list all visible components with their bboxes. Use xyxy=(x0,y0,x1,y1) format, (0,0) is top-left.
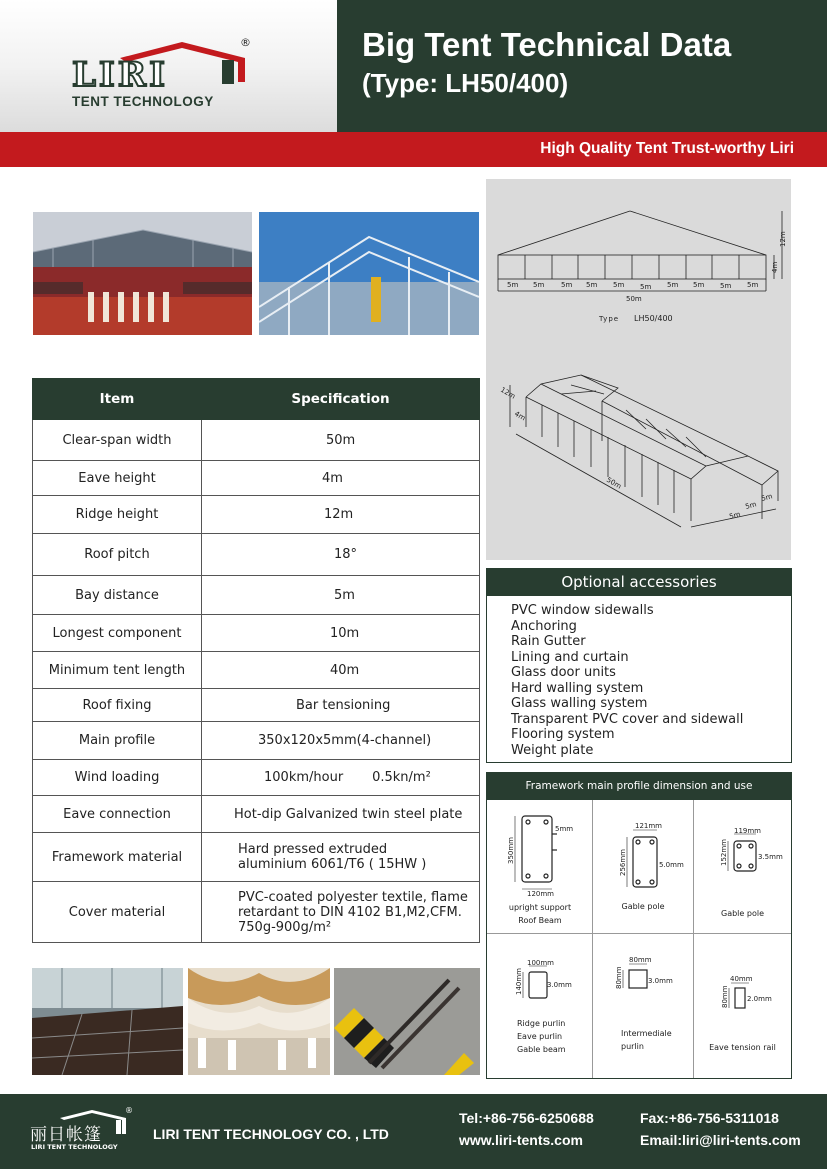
spec-table xyxy=(32,378,480,943)
isometric-frame xyxy=(510,375,778,527)
table-row xyxy=(33,615,480,652)
list-item: Lining and curtain xyxy=(511,649,629,665)
iso-width-label: 50m xyxy=(605,475,623,491)
photo-event-interior xyxy=(33,212,252,335)
svg-text:LIRI: LIRI xyxy=(72,55,168,95)
bay-label: 5m xyxy=(561,281,573,289)
list-item: PVC window sidewalls xyxy=(511,603,654,618)
caption-line: Gable pole xyxy=(721,909,764,918)
spec-value: 100km/hour 0.5kn/m² xyxy=(202,760,480,796)
item-label: Eave height xyxy=(33,461,202,496)
photo-frame-construction xyxy=(259,212,479,335)
caption-line: Eave purlin xyxy=(517,1032,563,1041)
profile-caption xyxy=(694,1041,791,1054)
tent-diagrams xyxy=(486,179,791,560)
profile-caption xyxy=(694,907,791,920)
bay-label: 5m xyxy=(747,281,759,289)
table-row xyxy=(33,461,480,496)
table-row xyxy=(33,796,480,833)
table-row xyxy=(33,882,480,943)
item-label: Bay distance xyxy=(33,576,202,615)
profile-width: 100mm xyxy=(527,959,554,967)
bay-label: 5m xyxy=(640,283,652,291)
spec-value: Bar tensioning xyxy=(202,689,480,722)
caption-line: Gable beam xyxy=(517,1045,566,1054)
spec-value: 50m xyxy=(202,420,480,461)
profile-width: 119mm xyxy=(734,827,761,835)
table-row xyxy=(33,534,480,576)
list-item: Glass walling system xyxy=(511,696,648,711)
framework-title: Framework main profile dimension and use xyxy=(487,773,791,800)
spec-line: Hard pressed extruded xyxy=(238,842,388,857)
eave-height-label: 4m xyxy=(771,261,779,273)
footer-tel: Tel:+86-756-6250688 xyxy=(459,1110,594,1126)
bay-label: 5m xyxy=(720,282,732,290)
type-label: Type xyxy=(599,315,620,323)
spec-value: 40m xyxy=(202,652,480,689)
list-item: Rain Gutter xyxy=(511,634,586,649)
profile-height: 256mm xyxy=(619,849,627,876)
table-row xyxy=(33,420,480,461)
total-width-label: 50m xyxy=(626,295,642,303)
list-item: Weight plate xyxy=(511,742,594,758)
front-elevation xyxy=(498,211,782,291)
caption-line: Gable pole xyxy=(621,902,665,911)
iso-bay-label: 5m xyxy=(728,510,742,521)
ridge-height-label: 12m xyxy=(779,231,787,247)
bay-label: 5m xyxy=(667,281,679,289)
spec-line: aluminium 6061/T6 ( 15HW ) xyxy=(238,857,427,872)
spec-line: retardant to DIN 4102 B1,M2,CFM. xyxy=(238,904,462,920)
item-label: Roof fixing xyxy=(33,689,202,722)
item-label: Clear-span width xyxy=(33,420,202,461)
optional-accessories-panel xyxy=(486,568,792,763)
table-row xyxy=(33,652,480,689)
caption-line: purlin xyxy=(621,1042,644,1051)
footer-company-name: LIRI TENT TECHNOLOGY CO. , LTD xyxy=(153,1126,389,1142)
type-value: LH50/400 xyxy=(634,314,673,323)
table-row xyxy=(33,722,480,760)
profile-height: 140mm xyxy=(515,968,523,995)
list-item: Flooring system xyxy=(511,727,615,742)
caption-line: Ridge purlin xyxy=(517,1019,566,1028)
profile-caption xyxy=(487,901,593,927)
profile-height: 80mm xyxy=(615,966,623,989)
spec-value: 10m xyxy=(202,615,480,652)
footer-website-link[interactable]: www.liri-tents.com xyxy=(459,1132,583,1148)
spec-value: 18° xyxy=(202,534,480,576)
profile-thickness: 3.0mm xyxy=(547,981,572,989)
logo-subtitle: TENT TECHNOLOGY xyxy=(72,94,214,109)
spec-value: 4m xyxy=(202,461,480,496)
profile-thickness: 3.5mm xyxy=(758,853,783,861)
spec-value: 12m xyxy=(202,496,480,534)
iso-eave-height-label: 4m xyxy=(513,409,527,423)
photo-lining-curtain xyxy=(188,968,330,1075)
photo-flooring xyxy=(32,968,183,1075)
col-specification: Specification xyxy=(202,379,480,420)
caption-line: Intermediale xyxy=(621,1029,672,1038)
spec-value: 350x120x5mm(4-channel) xyxy=(202,722,480,760)
list-item: Hard walling system xyxy=(511,680,644,696)
table-row xyxy=(33,760,480,796)
profile-height: 350mm xyxy=(507,837,515,864)
spec-value: Hot-dip Galvanized twin steel plate xyxy=(202,796,480,833)
caption-line: Roof Beam xyxy=(518,916,562,925)
item-label: Main profile xyxy=(33,722,202,760)
profile-thickness: 5mm xyxy=(555,825,574,833)
profile-height: 152mm xyxy=(720,839,728,866)
bay-label: 5m xyxy=(613,281,625,289)
list-item: Anchoring xyxy=(511,618,577,634)
profile-caption xyxy=(593,900,693,913)
photo-anchoring xyxy=(334,968,480,1075)
page-subtitle-type: (Type: LH50/400) xyxy=(362,68,569,98)
spec-value: 5m xyxy=(202,576,480,615)
footer-email-link[interactable]: Email:liri@liri-tents.com xyxy=(640,1132,801,1148)
tagline: High Quality Tent Trust-worthy Liri xyxy=(540,140,794,157)
spec-table-header xyxy=(33,379,480,420)
table-row xyxy=(33,496,480,534)
iso-bay-label: 5m xyxy=(744,500,758,511)
profile-width: 121mm xyxy=(635,822,662,830)
accessories-title: Optional accessories xyxy=(487,569,791,596)
item-label: Wind loading xyxy=(33,760,202,796)
profile-thickness: 3.0mm xyxy=(648,977,673,985)
item-label: Cover material xyxy=(33,882,202,943)
footer-logo-subtitle: LIRI TENT TECHNOLOGY xyxy=(31,1143,118,1151)
profile-width: 80mm xyxy=(629,956,652,964)
footer-registered-mark: ® xyxy=(125,1106,133,1115)
profile-height: 80mm xyxy=(721,985,729,1008)
header-title-area xyxy=(337,0,827,132)
table-row xyxy=(33,576,480,615)
item-label: Framework material xyxy=(33,833,202,882)
profile-width: 120mm xyxy=(527,890,554,898)
item-label: Eave connection xyxy=(33,796,202,833)
spec-line: PVC-coated polyester textile, flame xyxy=(238,889,468,905)
item-label: Ridge height xyxy=(33,496,202,534)
caption-line: upright support xyxy=(508,903,572,912)
caption-line: Eave tension rail xyxy=(709,1043,776,1052)
item-label: Minimum tent length xyxy=(33,652,202,689)
profile-thickness: 5.0mm xyxy=(659,861,684,869)
framework-profile-panel xyxy=(486,772,792,1079)
bay-label: 5m xyxy=(507,281,519,289)
page-title: Big Tent Technical Data xyxy=(362,26,732,63)
table-row xyxy=(33,833,480,882)
spec-value xyxy=(202,882,480,943)
iso-ridge-height-label: 12m xyxy=(499,385,517,401)
registered-mark: ® xyxy=(240,36,251,49)
list-item: Transparent PVC cover and sidewall xyxy=(511,711,744,727)
bay-label: 5m xyxy=(586,281,598,289)
item-label: Longest component xyxy=(33,615,202,652)
item-label: Roof pitch xyxy=(33,534,202,576)
list-item: Glass door units xyxy=(511,665,616,680)
bay-label: 5m xyxy=(533,281,545,289)
col-item: Item xyxy=(33,379,202,420)
profile-width: 40mm xyxy=(730,975,753,983)
profile-caption xyxy=(487,1017,593,1056)
spec-value xyxy=(202,833,480,882)
accessories-list xyxy=(511,603,743,758)
profile-thickness: 2.0mm xyxy=(747,995,772,1003)
spec-line: 750g-900g/m² xyxy=(238,919,332,935)
profile-caption xyxy=(593,1027,693,1053)
table-row xyxy=(33,689,480,722)
footer-fax: Fax:+86-756-5311018 xyxy=(640,1110,779,1126)
footer-logo-chinese: 丽日帐篷 xyxy=(30,1125,102,1145)
bay-label: 5m xyxy=(693,281,705,289)
iso-bay-label: 5m xyxy=(760,492,774,503)
